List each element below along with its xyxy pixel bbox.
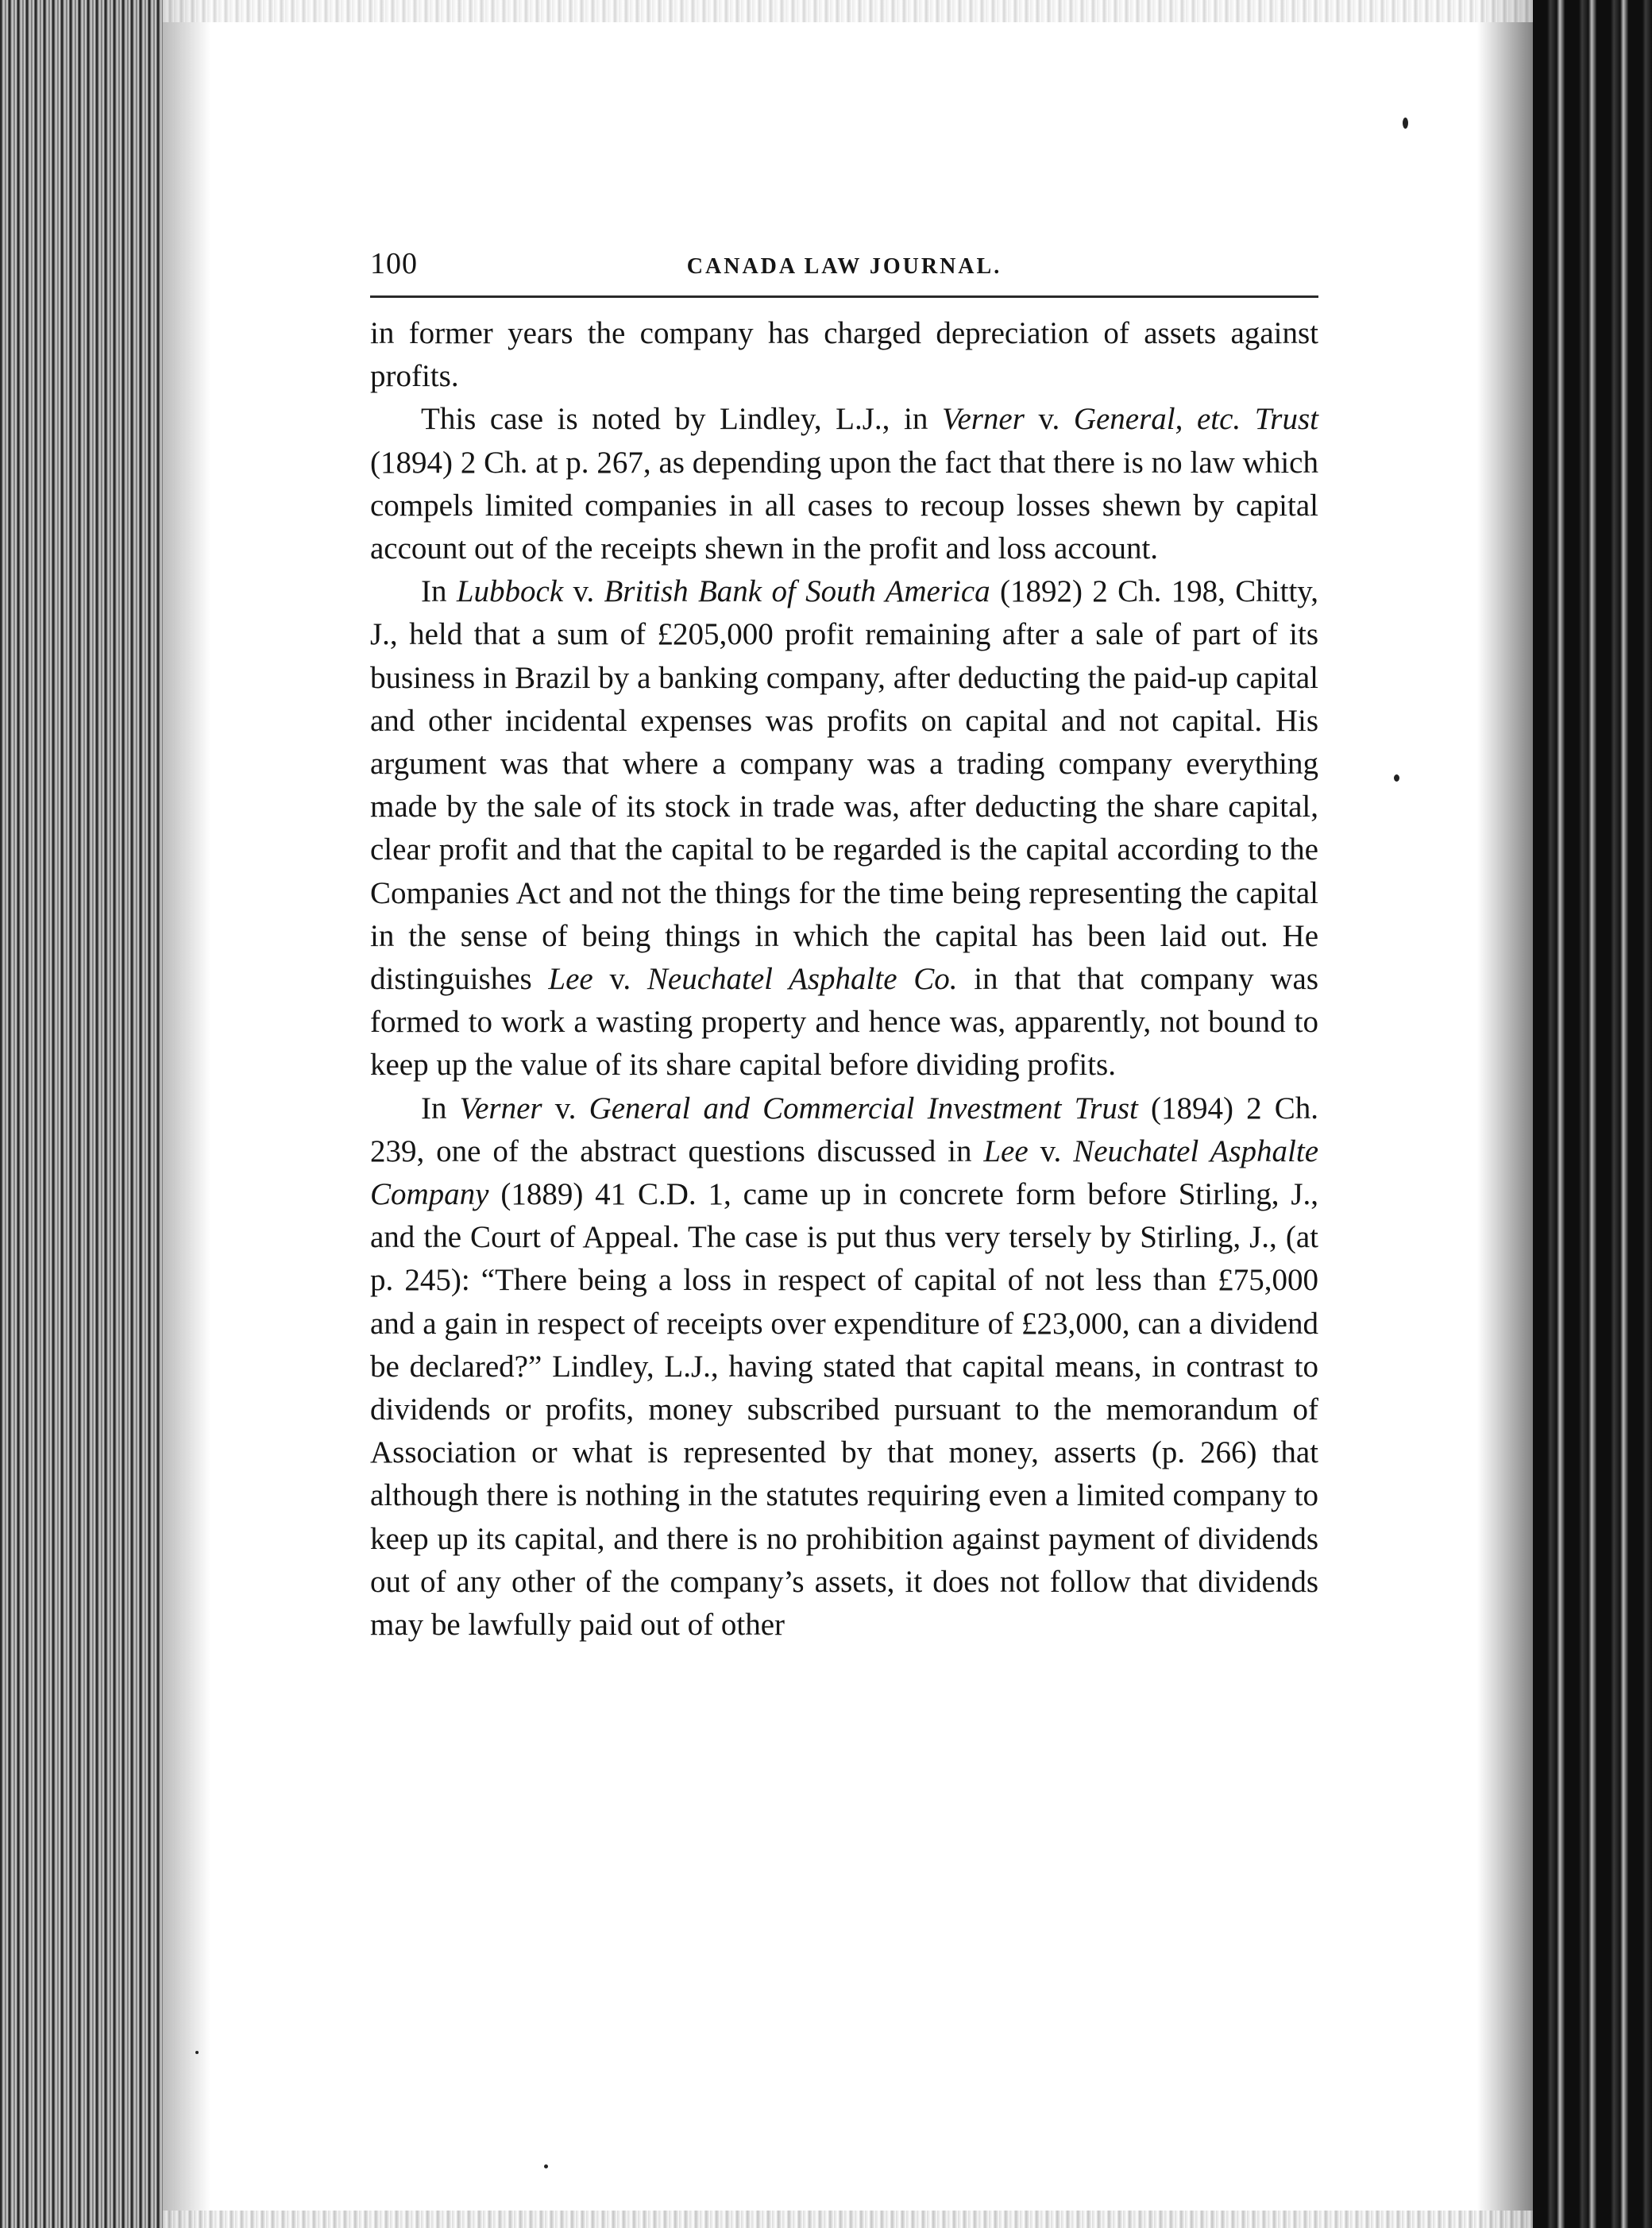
case-name: General and Commercial Investment Trust [589,1091,1138,1126]
book-page [370,246,1318,1647]
paragraph-text: v. [563,574,604,609]
paragraph [370,312,1318,398]
case-name: General, etc. Trust [1073,402,1318,437]
paragraph-text: in that that company was formed to work a wasting property and hence was, apparently, not bound to keep up the value of its share capital before dividing profits. [370,962,1319,1083]
paragraph [370,570,1318,1087]
case-name: Verner [941,402,1025,437]
case-name: Neuchatel Asphalte Co. [647,962,958,997]
paragraph-text: In [421,574,457,609]
scan-speck [1403,118,1408,129]
scan-speck [1394,774,1399,782]
paragraph [370,398,1318,570]
case-name: Verner [459,1091,542,1126]
body-text [370,312,1318,1647]
paragraph-text: This case is noted by Lindley, L.J., in [421,402,942,437]
scanned-page-edge-bottom [163,2211,1533,2228]
scan-speck [195,2051,199,2054]
case-name: British Bank of South America [604,574,990,609]
paragraph-text: v. [592,962,647,997]
paragraph-text: v. [542,1091,589,1126]
running-head [370,246,1318,298]
case-name: Lee [983,1133,1029,1168]
paragraph-text: (1894) 2 Ch. at p. 267, as depending upon the fact that there is no law which compels limited companies in all cases to recoup losses shewn by capital account out of the receipts shewn in the profit and loss account. [370,445,1318,566]
paragraph-text: In [421,1091,460,1126]
scan-speck [544,2164,548,2168]
scanned-page-edge-left [0,0,163,2228]
paragraph-text: v. [1024,402,1074,437]
paragraph-text: v. [1028,1133,1074,1168]
paragraph-text: in former years the company has charged depreciation of assets against profits. [370,316,1318,394]
case-name: Lubbock [456,574,564,609]
scanned-page-shadow-right [1477,0,1533,2228]
paragraph-text: (1892) 2 Ch. 198, Chitty, J., held that a sum of £205,000 profit remaining after a sale of part of its business in Brazil by a banking company, after deducting the paid-up capital and other incidental expenses was profits on capital and not capital. His argument was that where a company was a trading company everything made by the sale of its stock in trade was, after deducting the share capital, clear profit and that the capital to be regarded is the capital according to the Companies Act and not the things for the time being representing the capital in the sense of being things in which the capital has been laid out. He distinguishes [370,574,1318,997]
journal-title: CANADA LAW JOURNAL. [686,254,1002,279]
paragraph-text: (1894) 2 Ch. 239, one of the abstract questions discussed in [370,1091,1318,1168]
case-name: Lee [548,962,593,997]
scanned-page-edge-top [163,0,1533,22]
page-number: 100 [370,247,418,280]
case-name: Neuchatel Asphalte Company [370,1133,1318,1212]
scanned-page-edge-right [1533,0,1652,2228]
paragraph [370,1087,1318,1647]
paragraph-text: (1889) 41 C.D. 1, came up in concrete form before Stirling, J., and the Court of Appeal. The case is put thus very tersely by Stirling, J., (at p. 245): “There being a loss in respect of capital of not less than £75,000 and a gain in respect of receipts over expenditure of £23,000, can a dividend be declared?” Lindley, L.J., having stated that capital means, in contrast to dividends or profits, money subscribed pursuant to the memorandum of Association or what is represented by that money, asserts (p. 266) that although there is nothing in the statutes requiring even a limited company to keep up its capital, and there is no prohibition against payment of dividends out of any other of the company’s assets, it does not follow that dividends may be lawfully paid out of other [370,1177,1318,1643]
